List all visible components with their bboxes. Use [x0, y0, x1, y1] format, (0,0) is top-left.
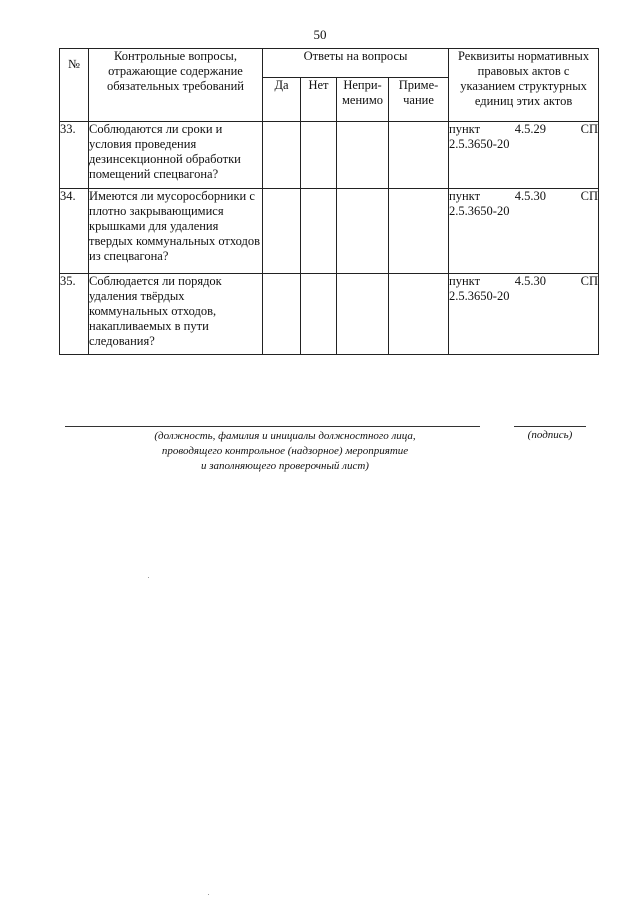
signature-line-sign — [514, 426, 586, 427]
row-number: 33. — [60, 122, 89, 189]
ref-word: пункт — [449, 122, 481, 136]
ref-point: 4.5.30 — [514, 189, 546, 203]
answer-note-cell[interactable] — [389, 122, 449, 189]
ref-code: СП — [580, 122, 599, 136]
official-caption-line: проводящего контрольное (надзорное) мероприятие — [161, 445, 409, 457]
answer-na-cell[interactable] — [337, 122, 389, 189]
header-yes: Да — [263, 78, 301, 122]
answer-yes-cell[interactable] — [263, 274, 301, 355]
ref-doc: 2.5.3650-20 — [449, 289, 510, 303]
ref-doc: 2.5.3650-20 — [449, 204, 510, 218]
answer-no-cell[interactable] — [301, 122, 337, 189]
answer-na-cell[interactable] — [337, 274, 389, 355]
row-number: 34. — [60, 189, 89, 274]
answer-note-cell[interactable] — [389, 189, 449, 274]
answer-yes-cell[interactable] — [263, 122, 301, 189]
table-row — [60, 189, 599, 274]
row-requisites — [449, 274, 599, 355]
answer-na-cell[interactable] — [337, 189, 389, 274]
ref-code: СП — [580, 189, 599, 203]
ref-word: пункт — [449, 274, 481, 288]
header-number: № — [60, 49, 89, 122]
row-requisites — [449, 189, 599, 274]
scan-speck — [148, 577, 149, 578]
ref-code: СП — [580, 274, 599, 288]
row-number: 35. — [60, 274, 89, 355]
header-note: Приме-чание — [389, 78, 449, 122]
header-answers: Ответы на вопросы — [263, 49, 449, 78]
signature-caption: (подпись) — [527, 429, 573, 441]
answer-no-cell[interactable] — [301, 189, 337, 274]
answer-note-cell[interactable] — [389, 274, 449, 355]
official-caption-line: и заполняющего проверочный лист) — [201, 460, 369, 472]
header-requisites: Реквизиты нормативных правовых актов с указанием структурных единиц этих актов — [449, 49, 599, 122]
header-not-applicable: Непри-менимо — [337, 78, 389, 122]
row-question: Имеются ли мусоросборники с плотно закрывающимися крышками для удаления твердых коммунальных отходов из спецвагона? — [89, 189, 263, 274]
signature-line-official — [65, 426, 480, 427]
table-row — [60, 122, 599, 189]
answer-no-cell[interactable] — [301, 274, 337, 355]
row-question: Соблюдаются ли сроки и условия проведения дезинсекционной обработки помещений спецвагона? — [89, 122, 263, 189]
official-caption-line: (должность, фамилия и инициалы должностного лица, — [154, 430, 416, 442]
checklist-table — [59, 48, 599, 355]
table-header-row — [60, 49, 599, 78]
official-caption — [100, 429, 470, 474]
answer-yes-cell[interactable] — [263, 189, 301, 274]
row-question: Соблюдается ли порядок удаления твёрдых коммунальных отходов, накапливаемых в пути следования? — [89, 274, 263, 355]
ref-doc: 2.5.3650-20 — [449, 137, 510, 151]
header-no: Нет — [301, 78, 337, 122]
scan-speck — [208, 894, 209, 895]
table-row — [60, 274, 599, 355]
row-requisites — [449, 122, 599, 189]
page-number: 50 — [313, 27, 327, 42]
ref-point: 4.5.30 — [514, 274, 546, 288]
ref-point: 4.5.29 — [514, 122, 546, 136]
ref-word: пункт — [449, 189, 481, 203]
header-question: Контрольные вопросы, отражающие содержание обязательных требований — [89, 49, 263, 122]
